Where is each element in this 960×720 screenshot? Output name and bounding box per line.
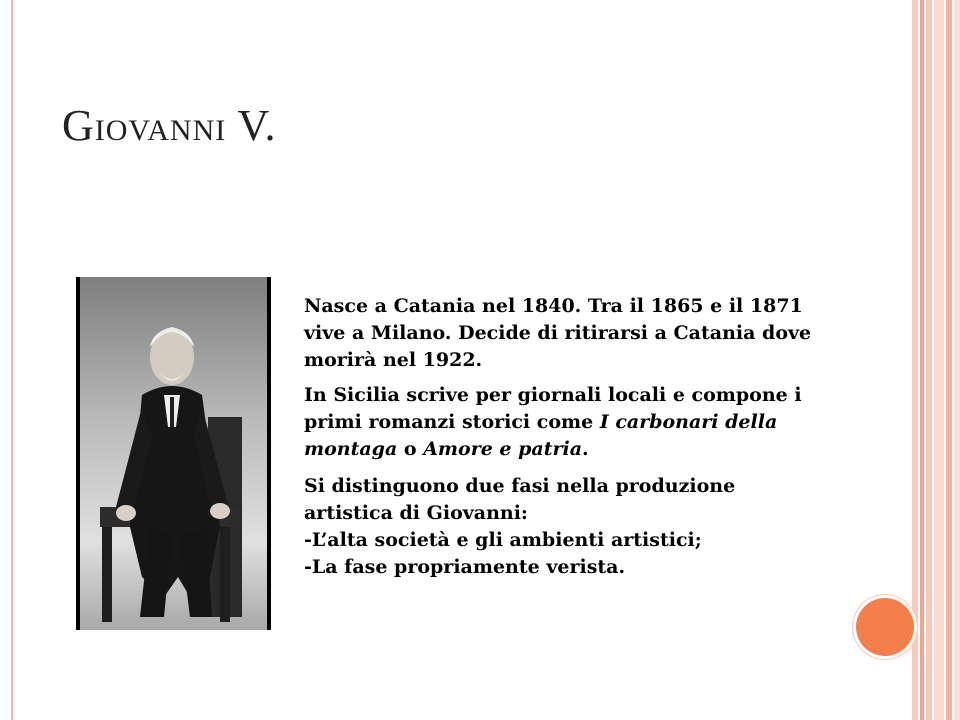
title-suffix: V. xyxy=(226,101,277,150)
title-rest: IOVANNI xyxy=(94,114,227,147)
decor-stripe xyxy=(920,0,924,720)
right-decoration xyxy=(912,0,960,720)
portrait-drawing xyxy=(80,277,267,630)
decor-stripe xyxy=(934,0,944,720)
decor-stripe xyxy=(946,0,952,720)
title-initial: G xyxy=(62,101,95,150)
book-title-1: I carbonari della montaga xyxy=(304,411,778,460)
slide-title xyxy=(62,100,277,151)
works-end: . xyxy=(582,438,589,460)
phases-paragraph xyxy=(304,473,824,581)
bio-paragraph: Nasce a Catania nel 1840. Tra il 1865 e il 1871 vive a Milano. Decide di ritirarsi a Catania dove morirà nel 1922. xyxy=(304,295,812,371)
accent-circle xyxy=(856,598,914,656)
decor-stripe xyxy=(912,0,918,720)
book-title-2: Amore e patria xyxy=(423,438,583,460)
phase-1: -L’alta società e gli ambienti artistici; xyxy=(304,529,702,551)
phase-2: -La fase propriamente verista. xyxy=(304,556,626,578)
portrait-photo xyxy=(76,277,271,630)
conjunction: o xyxy=(397,438,424,460)
works-intro: In Sicilia scrive per giornali locali e compone i primi romanzi storici come xyxy=(304,384,802,433)
decor-stripe xyxy=(926,0,932,720)
left-border-line xyxy=(11,0,13,720)
works-paragraph xyxy=(304,382,824,463)
phases-intro: Si distinguono due fasi nella produzione artistica di Giovanni: xyxy=(304,475,736,524)
decor-stripe xyxy=(954,0,960,720)
